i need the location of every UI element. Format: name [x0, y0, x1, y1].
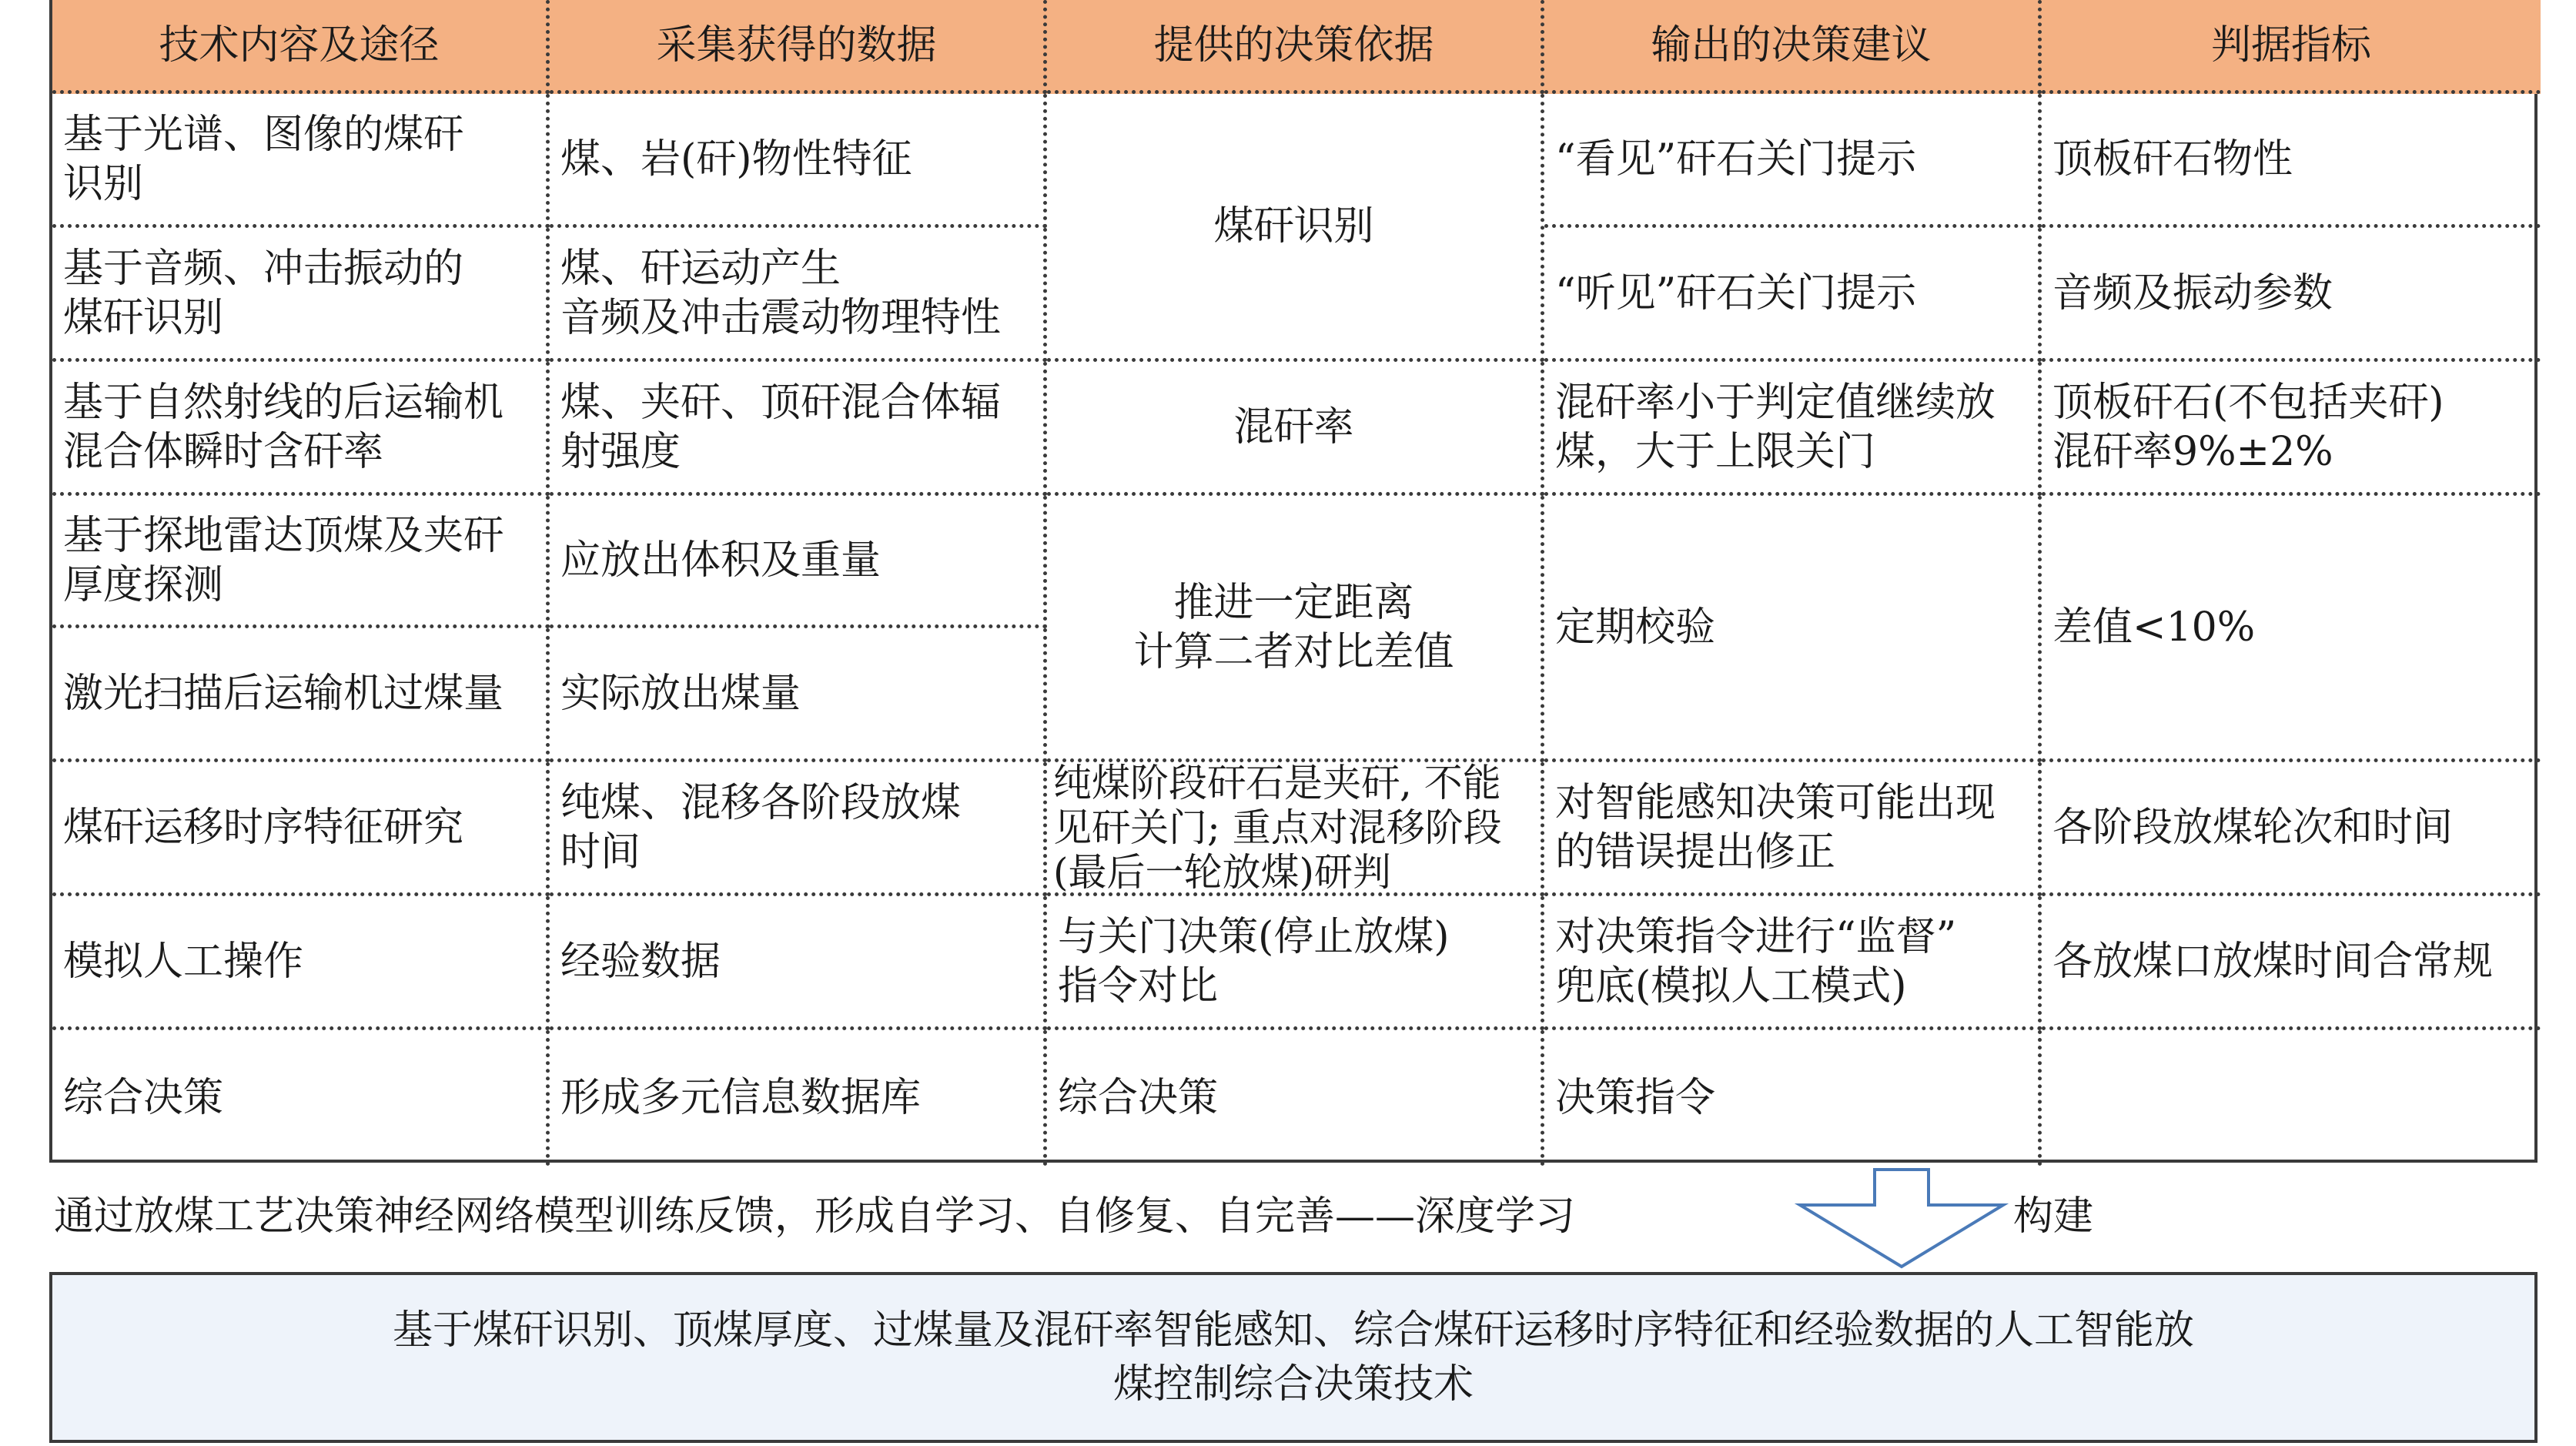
- row7-suggestion: 对决策指令进行“监督” 兜底(模拟人工模式): [1544, 896, 2042, 1030]
- row8-tech: 综合决策: [52, 1030, 550, 1166]
- row6-tech: 煤矸运移时序特征研究: [52, 762, 550, 896]
- row2-tech: 基于音频、冲击振动的 煤矸识别: [52, 228, 550, 362]
- result-text: 基于煤矸识别、顶煤厚度、过煤量及混矸率智能感知、综合煤矸运移时序特征和经验数据的人工智能放 煤控制综合决策技术: [392, 1307, 2194, 1408]
- row5-data: 实际放出煤量: [550, 628, 1047, 762]
- merged-calibration: 定期校验: [1544, 496, 2042, 762]
- row2-suggestion: “听见”矸石关门提示: [1544, 228, 2042, 362]
- row8-criterion: [2042, 1030, 2541, 1166]
- row3-tech: 基于自然射线的后运输机 混合体瞬时含矸率: [52, 362, 550, 496]
- decision-table: [49, 0, 2538, 1163]
- row2-data: 煤、矸运动产生 音频及冲击震动物理特性: [550, 228, 1047, 362]
- row6-suggestion: 对智能感知决策可能出现 的错误提出修正: [1544, 762, 2042, 896]
- row1-criterion: 顶板矸石物性: [2042, 94, 2541, 228]
- row8-data: 形成多元信息数据库: [550, 1030, 1047, 1166]
- row3-criterion: 顶板矸石(不包括夹矸) 混矸率9%±2%: [2042, 362, 2541, 496]
- merged-coal-gangue-basis: 煤矸识别: [1047, 94, 1544, 362]
- build-label: 构建: [2013, 1193, 2094, 1240]
- row4-tech: 基于探地雷达顶煤及夹矸 厚度探测: [52, 496, 550, 628]
- row3-basis: 混矸率: [1047, 362, 1544, 496]
- row1-data: 煤、岩(矸)物性特征: [550, 94, 1047, 228]
- row4-data: 应放出体积及重量: [550, 496, 1047, 628]
- row6-data: 纯煤、混移各阶段放煤 时间: [550, 762, 1047, 896]
- row6-basis: 纯煤阶段矸石是夹矸, 不能 见矸关门; 重点对混移阶段 (最后一轮放煤)研判: [1047, 762, 1544, 896]
- merged-difference: 差值<10%: [2042, 496, 2541, 762]
- row7-tech: 模拟人工操作: [52, 896, 550, 1030]
- header-tech-content: 技术内容及途径: [52, 0, 550, 94]
- feedback-text: 通过放煤工艺决策神经网络模型训练反馈，形成自学习、自修复、自完善——深度学习: [54, 1193, 1576, 1240]
- down-arrow-icon: [1794, 1167, 2009, 1270]
- row3-data: 煤、夹矸、顶矸混合体辐 射强度: [550, 362, 1047, 496]
- row3-suggestion: 混矸率小于判定值继续放 煤，大于上限关门: [1544, 362, 2042, 496]
- row7-data: 经验数据: [550, 896, 1047, 1030]
- row8-suggestion: 决策指令: [1544, 1030, 2042, 1166]
- row5-tech: 激光扫描后运输机过煤量: [52, 628, 550, 762]
- row8-basis: 综合决策: [1047, 1030, 1544, 1166]
- header-collected-data: 采集获得的数据: [550, 0, 1047, 94]
- result-box: [49, 1272, 2538, 1443]
- row1-tech: 基于光谱、图像的煤矸 识别: [52, 94, 550, 228]
- row6-criterion: 各阶段放煤轮次和时间: [2042, 762, 2541, 896]
- row7-criterion: 各放煤口放煤时间合常规: [2042, 896, 2541, 1030]
- row1-suggestion: “看见”矸石关门提示: [1544, 94, 2042, 228]
- header-decision-suggestion: 输出的决策建议: [1544, 0, 2042, 94]
- row2-criterion: 音频及振动参数: [2042, 228, 2541, 362]
- row7-basis: 与关门决策(停止放煤) 指令对比: [1047, 896, 1544, 1030]
- merged-distance-basis: 推进一定距离 计算二者对比差值: [1047, 496, 1544, 762]
- header-criterion: 判据指标: [2042, 0, 2541, 94]
- header-decision-basis: 提供的决策依据: [1047, 0, 1544, 94]
